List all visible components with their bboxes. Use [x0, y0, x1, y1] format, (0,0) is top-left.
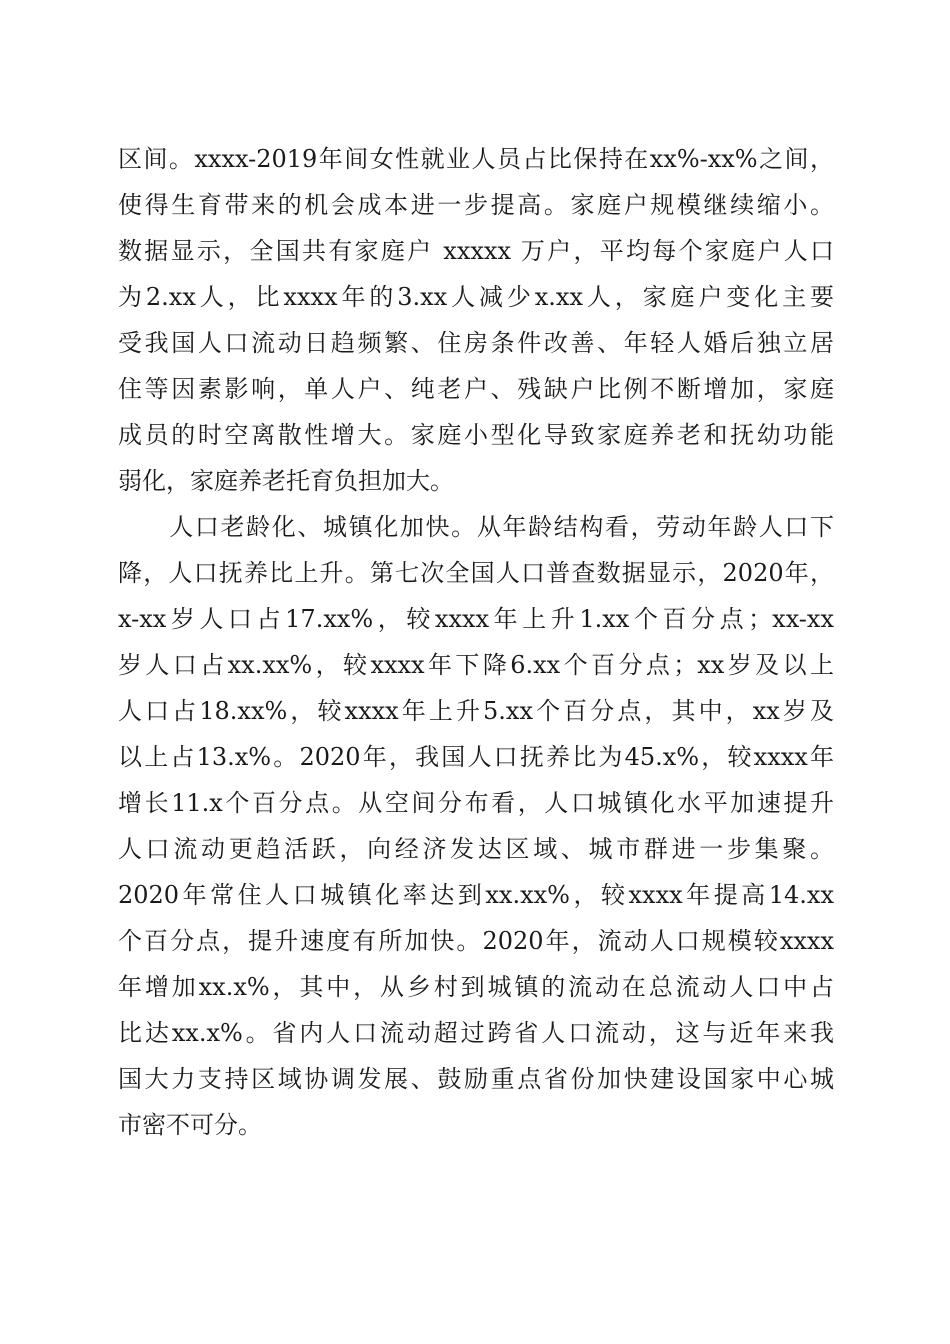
text-line: 受我国人口流动日趋频繁、住房条件改善、年轻人婚后独立居: [118, 329, 834, 357]
text-line: 成员的时空离散性增大。家庭小型化导致家庭养老和抚幼功能: [118, 421, 834, 449]
paragraph-family-size: [118, 136, 834, 504]
text-line: 个百分点，提升速度有所加快。2020年，流动人口规模较xxxx: [118, 927, 834, 955]
paragraph-aging-urbanization: [118, 504, 834, 1148]
body-text: [118, 136, 834, 1148]
text-line: 比达xx.x%。省内人口流动超过跨省人口流动，这与近年来我: [118, 1019, 834, 1047]
text-line: 2020年常住人口城镇化率达到xx.xx%，较xxxx年提高14.xx: [118, 881, 834, 909]
text-line: 弱化，家庭养老托育负担加大。: [118, 467, 454, 495]
text-line: 以上占13.x%。2020年，我国人口抚养比为45.x%，较xxxx年: [118, 743, 834, 771]
text-line: 国大力支持区域协调发展、鼓励重点省份加快建设国家中心城: [118, 1065, 834, 1093]
text-line: 增长11.x个百分点。从空间分布看，人口城镇化水平加速提升: [118, 789, 834, 817]
text-line: 降，人口抚养比上升。第七次全国人口普查数据显示，2020年，: [118, 559, 834, 587]
text-line: 市密不可分。: [118, 1111, 262, 1139]
text-line: 为2.xx人，比xxxx年的3.xx人减少x.xx人，家庭户变化主要: [118, 283, 834, 311]
text-line: 使得生育带来的机会成本进一步提高。家庭户规模继续缩小。: [118, 191, 834, 219]
text-line: 人口占18.xx%，较xxxx年上升5.xx个百分点，其中，xx岁及: [118, 697, 834, 725]
text-line: x-xx岁人口占17.xx%，较xxxx年上升1.xx个百分点；xx-xx: [118, 605, 834, 633]
text-line: 区间。xxxx-2019年间女性就业人员占比保持在xx%-xx%之间，: [118, 145, 834, 173]
text-line: 岁人口占xx.xx%，较xxxx年下降6.xx个百分点；xx岁及以上: [118, 651, 834, 679]
text-line: 人口老龄化、城镇化加快。从年龄结构看，劳动年龄人口下: [118, 513, 834, 541]
text-line: 年增加xx.x%，其中，从乡村到城镇的流动在总流动人口中占: [118, 973, 834, 1001]
text-line: 人口流动更趋活跃，向经济发达区域、城市群进一步集聚。: [118, 835, 834, 863]
text-line: 数据显示，全国共有家庭户 xxxxx 万户，平均每个家庭户人口: [118, 237, 834, 265]
text-line: 住等因素影响，单人户、纯老户、残缺户比例不断增加，家庭: [118, 375, 834, 403]
